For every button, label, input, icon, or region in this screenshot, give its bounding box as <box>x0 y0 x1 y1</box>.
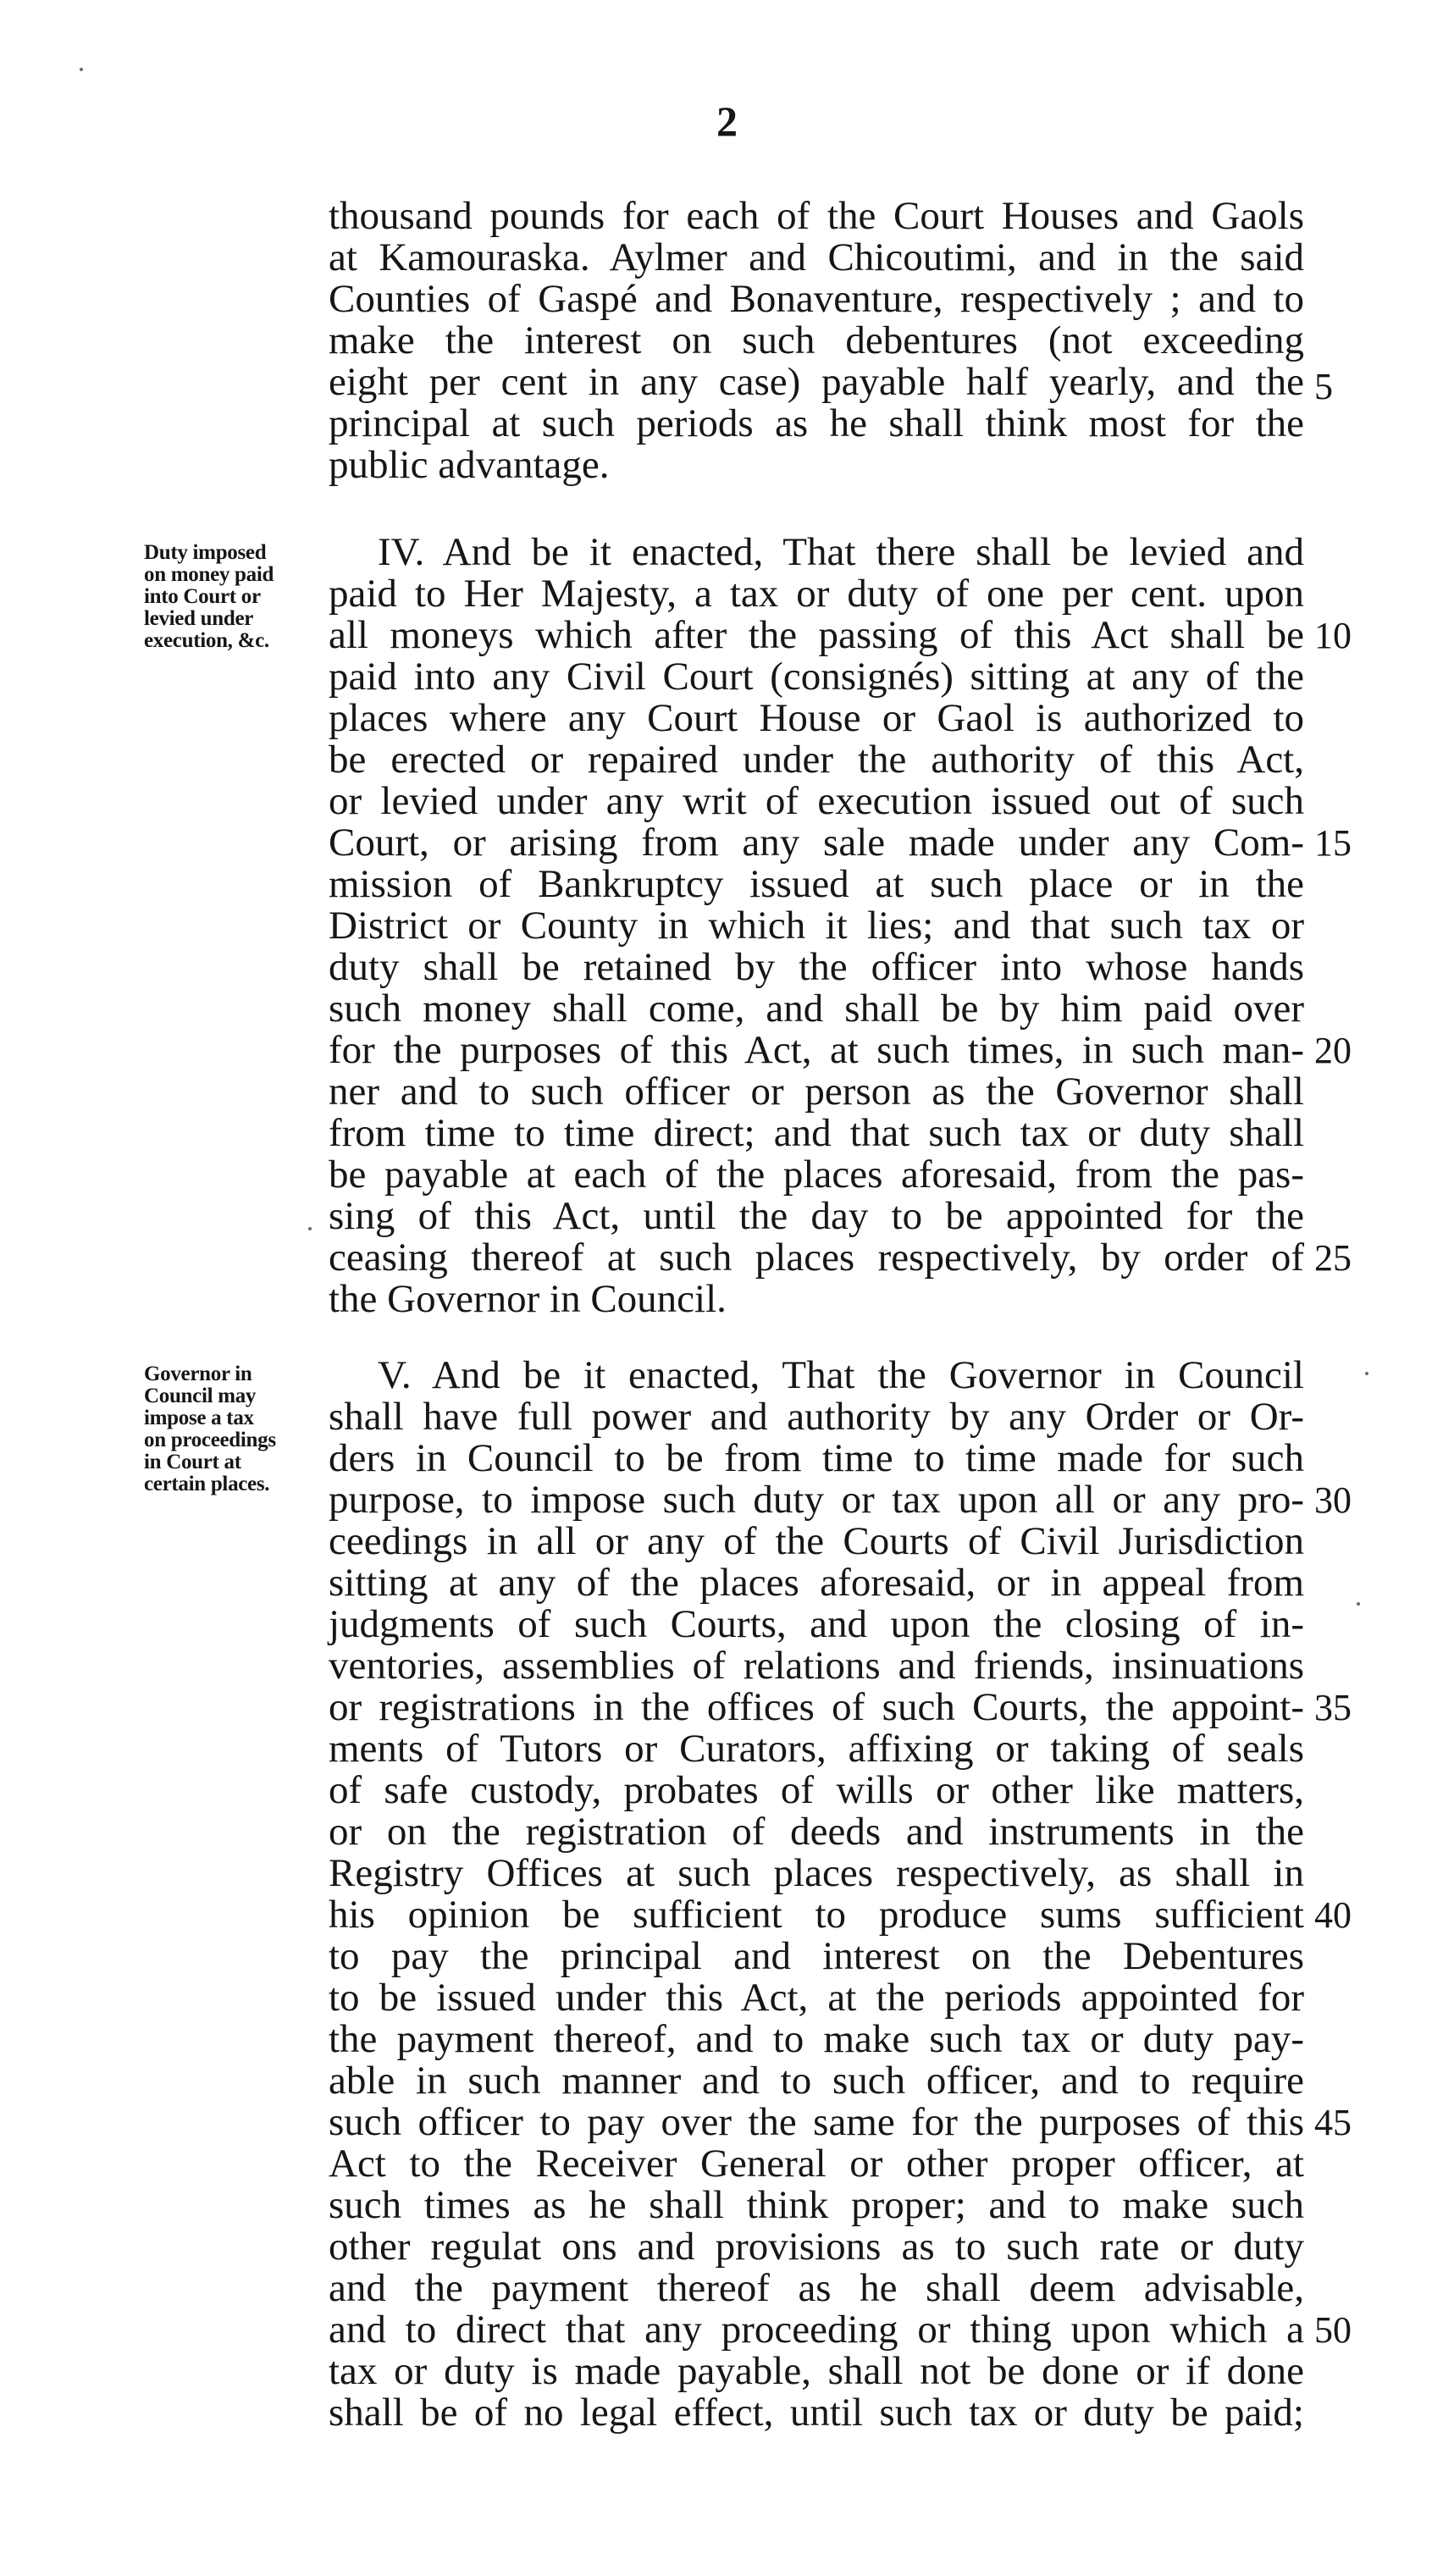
text-line: such money shall come, and shall be by him paid over <box>329 987 1304 1031</box>
text-line: mission of Bankruptcy issued at such place or in the <box>329 862 1304 906</box>
section-v-paragraph <box>329 1355 1304 2434</box>
text-line: judgments of such Courts, and upon the closing of in- <box>329 1602 1304 1646</box>
scan-speck <box>80 68 83 71</box>
line-number: 35 <box>1314 1687 1352 1728</box>
text-line: V. And be it enacted, That the Governor in Council <box>378 1353 1304 1397</box>
sidenote-line: Council may <box>144 1385 257 1407</box>
text-line: IV. And be it enacted, That there shall be levied and <box>378 530 1304 574</box>
text-line: public advantage. <box>329 443 610 487</box>
line-number: 20 <box>1314 1030 1352 1071</box>
sidenote-line: Duty imposed <box>144 541 267 564</box>
sidenote-line: certain places. <box>144 1473 270 1495</box>
text-line: paid to Her Majesty, a tax or duty of one per cent. upon <box>329 572 1304 616</box>
page-number: 2 <box>716 97 738 145</box>
line-number: 50 <box>1314 2309 1352 2351</box>
text-line: places where any Court House or Gaol is authorized to <box>329 696 1304 740</box>
scan-speck <box>1365 1372 1368 1375</box>
text-line: Counties of Gaspé and Bonaventure, respectively ; and to <box>329 277 1304 321</box>
scan-speck <box>1357 1602 1360 1606</box>
text-line: from time to time direct; and that such tax or duty shall <box>329 1111 1304 1155</box>
text-line: the Governor in Council. <box>329 1277 727 1321</box>
text-line: of safe custody, probates of wills or other like matters, <box>329 1768 1304 1812</box>
text-line: ments of Tutors or Curators, affixing or taking of seals <box>329 1727 1304 1771</box>
line-number: 15 <box>1314 822 1352 864</box>
text-line: and to direct that any proceeding or thing upon which a <box>329 2308 1304 2352</box>
sidenote-line: on proceedings <box>144 1429 276 1451</box>
text-line: make the interest on such debentures (not exceeding <box>329 318 1304 362</box>
text-line: Registry Offices at such places respectively, as shall in <box>329 1851 1304 1895</box>
sidenote-line: execution, &c. <box>144 629 269 652</box>
line-number: 5 <box>1314 366 1333 407</box>
text-line: thousand pounds for each of the Court Houses and Gaols <box>329 194 1304 238</box>
text-line: ner and to such officer or person as the Governor shall <box>329 1070 1304 1114</box>
text-line: such officer to pay over the same for the purposes of this <box>329 2100 1304 2144</box>
text-line: shall have full power and authority by any Order or Or- <box>329 1395 1304 1439</box>
text-line: or registrations in the offices of such Courts, the appoint- <box>329 1685 1304 1729</box>
text-line: tax or duty is made payable, shall not be done or if done <box>329 2349 1304 2393</box>
text-line: other regulat ons and provisions as to such rate or duty <box>329 2225 1304 2269</box>
text-line: sing of this Act, until the day to be appointed for the <box>329 1194 1304 1238</box>
text-line: ventories, assemblies of relations and friends, insinuations <box>329 1644 1304 1688</box>
text-line: purpose, to impose such duty or tax upon all or any pro- <box>329 1478 1304 1522</box>
line-number: 10 <box>1314 615 1352 656</box>
text-line: be payable at each of the places aforesaid, from the pas- <box>329 1153 1304 1197</box>
section-iv-paragraph <box>329 532 1304 1320</box>
sidenote-line: levied under <box>144 607 254 630</box>
scan-speck <box>308 1227 312 1230</box>
text-line: ders in Council to be from time to time made for such <box>329 1436 1304 1480</box>
sidenote-line: into Court or <box>144 585 261 608</box>
text-line: to pay the principal and interest on the Debentures <box>329 1934 1304 1978</box>
sidenote-line: in Court at <box>144 1451 241 1473</box>
text-line: ceasing thereof at such places respectively, by order of <box>329 1235 1304 1280</box>
line-number: 40 <box>1314 1894 1352 1936</box>
text-line: ceedings in all or any of the Courts of Civil Jurisdiction <box>329 1519 1304 1563</box>
text-line: or levied under any writ of execution issued out of such <box>329 779 1304 823</box>
text-line: sitting at any of the places aforesaid, or in appeal from <box>329 1561 1304 1605</box>
continuation-paragraph <box>329 196 1304 486</box>
text-line: or on the registration of deeds and instruments in the <box>329 1810 1304 1854</box>
text-line: for the purposes of this Act, at such times, in such man- <box>329 1028 1304 1072</box>
text-line: paid into any Civil Court (consignés) sitting at any of the <box>329 655 1304 699</box>
text-line: shall be of no legal effect, until such tax or duty be paid; <box>329 2391 1304 2435</box>
text-line: Act to the Receiver General or other proper officer, at <box>329 2142 1304 2186</box>
sidenote-governor-in-council <box>144 1363 322 1495</box>
text-line: his opinion be sufficient to produce sums sufficient <box>329 1893 1304 1937</box>
line-number: 25 <box>1314 1237 1352 1279</box>
text-line: to be issued under this Act, at the periods appointed for <box>329 1976 1304 2020</box>
text-line: at Kamouraska. Aylmer and Chicoutimi, and in the said <box>329 235 1304 279</box>
line-number: 30 <box>1314 1479 1352 1521</box>
text-line: principal at such periods as he shall think most for the <box>329 401 1304 445</box>
text-line: Court, or arising from any sale made under any Com- <box>329 821 1304 865</box>
text-line: the payment thereof, and to make such tax or duty pay- <box>329 2017 1304 2061</box>
line-number: 45 <box>1314 2102 1352 2143</box>
text-line: be erected or repaired under the authority of this Act, <box>329 738 1304 782</box>
text-line: District or County in which it lies; and that such tax or <box>329 904 1304 948</box>
sidenote-line: on money paid <box>144 563 274 586</box>
text-line: such times as he shall think proper; and to make such <box>329 2183 1304 2227</box>
text-line: and the payment thereof as he shall deem advisable, <box>329 2266 1304 2310</box>
text-line: all moneys which after the passing of this Act shall be <box>329 613 1304 657</box>
text-line: duty shall be retained by the officer into whose hands <box>329 945 1304 989</box>
sidenote-duty-imposed <box>144 542 322 652</box>
text-line: able in such manner and to such officer, and to require <box>329 2059 1304 2103</box>
sidenote-line: impose a tax <box>144 1407 254 1429</box>
text-line: eight per cent in any case) payable half yearly, and the <box>329 360 1304 404</box>
sidenote-line: Governor in <box>144 1363 252 1385</box>
